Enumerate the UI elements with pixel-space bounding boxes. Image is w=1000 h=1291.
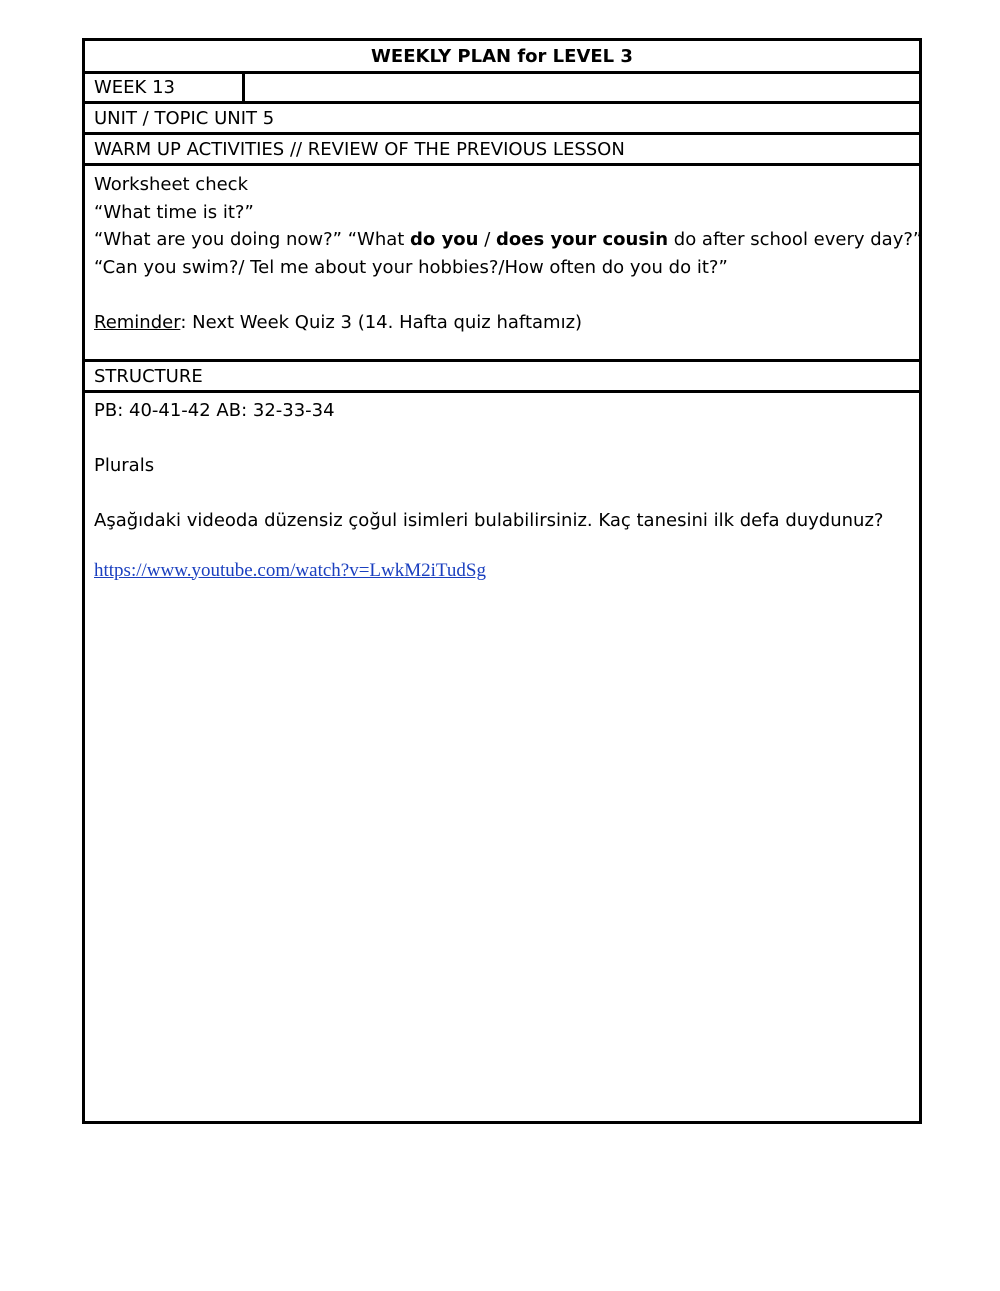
reminder-text: : Next Week Quiz 3 (14. Hafta quiz haftamız) xyxy=(180,311,583,333)
weekly-plan-table xyxy=(82,38,922,1124)
structure-instruction: Aşağıdaki videoda düzensiz çoğul isimleri bulabilirsiniz. Kaç tanesini ilk defa duydunuz? xyxy=(94,510,884,531)
warmup-line-3 xyxy=(94,226,923,254)
plan-title: WEEKLY PLAN for LEVEL 3 xyxy=(85,41,919,74)
warmup-line-4: “Can you swim?/ Tel me about your hobbies?/How often do you do it?” xyxy=(94,256,728,278)
week-label: WEEK 13 xyxy=(85,74,245,101)
video-link[interactable]: https://www.youtube.com/watch?v=LwkM2iTudSg xyxy=(94,559,486,581)
reminder-line xyxy=(94,309,910,337)
warmup-line-1: Worksheet check xyxy=(94,174,248,195)
warmup-line-3-part-c: do after school every day?” xyxy=(668,229,923,250)
warmup-content xyxy=(85,166,923,362)
warmup-line-2: “What time is it?” xyxy=(94,201,254,223)
warmup-line-3-part-b: / xyxy=(478,229,496,250)
week-value xyxy=(245,74,919,101)
warmup-line-3-part-a: “What are you doing now?” “What xyxy=(94,229,411,250)
unit-topic-row: UNIT / TOPIC UNIT 5 xyxy=(85,104,919,135)
warmup-line-3-bold-2: does your cousin xyxy=(496,229,669,250)
structure-topic: Plurals xyxy=(94,455,155,476)
structure-header: STRUCTURE xyxy=(85,362,919,393)
warmup-line-3-bold-1: do you xyxy=(410,229,479,250)
structure-pages: PB: 40-41-42 AB: 32-33-34 xyxy=(94,400,335,421)
week-row xyxy=(85,74,919,104)
reminder-label: Reminder xyxy=(94,311,181,333)
warmup-header: WARM UP ACTIVITIES // REVIEW OF THE PREVIOUS LESSON xyxy=(85,135,919,166)
structure-content xyxy=(85,393,919,584)
